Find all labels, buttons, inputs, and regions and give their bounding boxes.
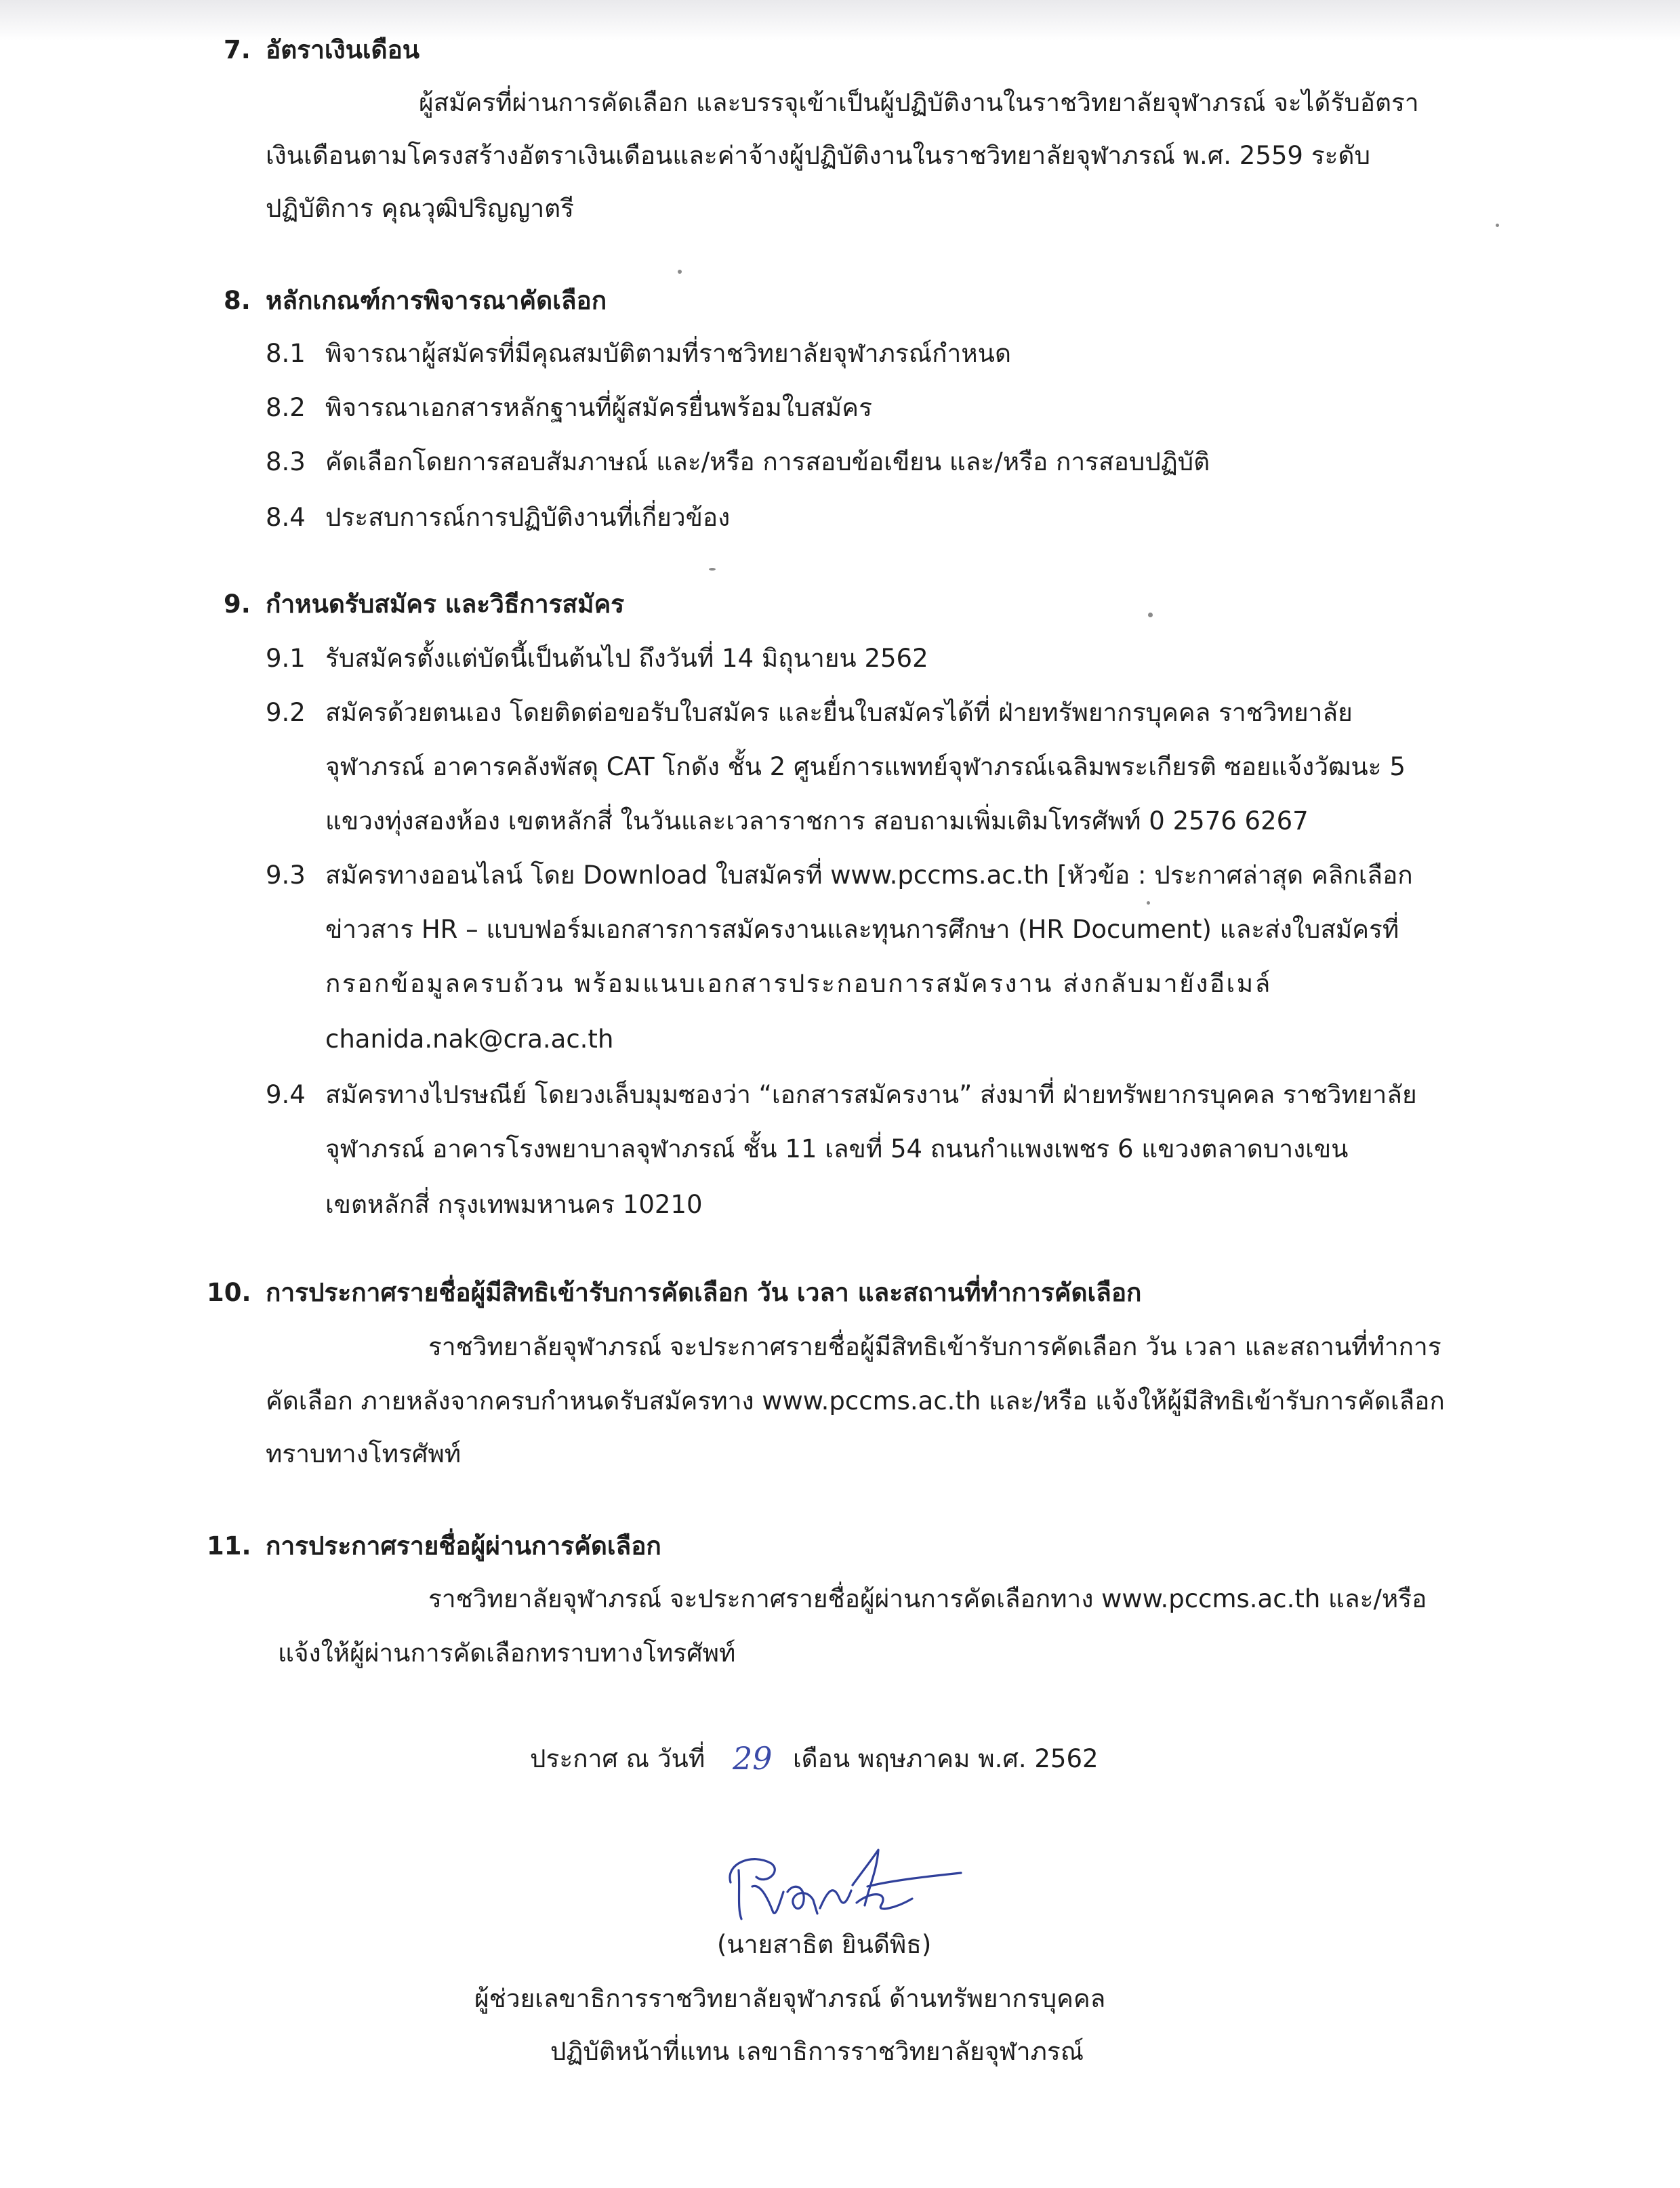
signatory-position-1: ผู้ช่วยเลขาธิการราชวิทยาลัยจุฬาภรณ์ ด้านทรัพยากรบุคคล: [474, 1984, 1106, 2013]
section-10-line-1: ราชวิทยาลัยจุฬาภรณ์ จะประกาศรายชื่อผู้มีสิทธิเข้ารับการคัดเลือก วัน เวลา และสถานที่ทำการ: [428, 1332, 1441, 1361]
item-8-1-number: 8.1: [266, 339, 306, 368]
item-9-4-line-1: สมัครทางไปรษณีย์ โดยวงเล็บมุมซองว่า “เอกสารสมัครงาน” ส่งมาที่ ฝ่ายทรัพยากรบุคคล ราชวิทยาลัย: [325, 1080, 1417, 1109]
item-9-3-line-4: chanida.nak@cra.ac.th: [325, 1025, 614, 1054]
item-8-3-number: 8.3: [266, 447, 306, 476]
section-7-line-1: ผู้สมัครที่ผ่านการคัดเลือก และบรรจุเข้าเป็นผู้ปฏิบัติงานในราชวิทยาลัยจุฬาภรณ์ จะได้รับอัตรา: [419, 88, 1419, 117]
item-9-4-line-3: เขตหลักสี่ กรุงเทพมหานคร 10210: [325, 1190, 703, 1219]
announcement-month-year: เดือน พฤษภาคม พ.ศ. 2562: [793, 1744, 1099, 1773]
section-11-number: 11.: [207, 1531, 251, 1561]
section-8-heading: หลักเกณฑ์การพิจารณาคัดเลือก: [266, 286, 607, 315]
item-9-2-number: 9.2: [266, 698, 306, 727]
scan-shadow: [0, 0, 1680, 41]
section-7-number: 7.: [224, 35, 251, 64]
item-9-1-line-1: รับสมัครตั้งแต่บัดนี้เป็นต้นไป ถึงวันที่ 14 มิถุนายน 2562: [325, 644, 928, 673]
section-9-number: 9.: [224, 590, 251, 619]
section-10-heading: การประกาศรายชื่อผู้มีสิทธิเข้ารับการคัดเลือก วัน เวลา และสถานที่ทำการคัดเลือก: [266, 1278, 1142, 1307]
signatory-position-2: ปฏิบัติหน้าที่แทน เลขาธิการราชวิทยาลัยจุฬาภรณ์: [550, 2037, 1084, 2066]
announcement-prefix: ประกาศ ณ วันที่: [530, 1744, 705, 1773]
item-9-3-number: 9.3: [266, 861, 306, 890]
item-8-4-number: 8.4: [266, 503, 306, 532]
item-9-4-line-2: จุฬาภรณ์ อาคารโรงพยาบาลจุฬาภรณ์ ชั้น 11 เลขที่ 54 ถนนกำแพงเพชร 6 แขวงตลาดบางเขน: [325, 1134, 1349, 1163]
section-7-line-3: ปฏิบัติการ คุณวุฒิปริญญาตรี: [266, 194, 575, 223]
signatory-name: (นายสาธิต ยินดีพิธ): [717, 1930, 932, 1959]
section-10-line-2: คัดเลือก ภายหลังจากครบกำหนดรับสมัครทาง www.pccms.ac.th และ/หรือ แจ้งให้ผู้มีสิทธิเข้ารับการคัดเลือก: [266, 1386, 1445, 1416]
item-9-1-number: 9.1: [266, 644, 306, 673]
handwritten-day: 29: [733, 1740, 773, 1777]
section-11-line-2: แจ้งให้ผู้ผ่านการคัดเลือกทราบทางโทรศัพท์: [278, 1638, 736, 1668]
section-11-line-1: ราชวิทยาลัยจุฬาภรณ์ จะประกาศรายชื่อผู้ผ่านการคัดเลือกทาง www.pccms.ac.th และ/หรือ: [428, 1584, 1427, 1613]
item-9-3-line-3: กรอกข้อมูลครบถ้วน พร้อมแนบเอกสารประกอบการสมัครงาน ส่งกลับมายังอีเมล์: [325, 969, 1272, 998]
item-8-3-text: คัดเลือกโดยการสอบสัมภาษณ์ และ/หรือ การสอบข้อเขียน และ/หรือ การสอบปฏิบัติ: [325, 447, 1210, 476]
scan-speck: [1496, 224, 1499, 227]
item-9-2-line-1: สมัครด้วยตนเอง โดยติดต่อขอรับใบสมัคร และยื่นใบสมัครได้ที่ ฝ่ายทรัพยากรบุคคล ราชวิทยาลัย: [325, 698, 1353, 727]
item-8-2-number: 8.2: [266, 393, 306, 422]
scan-speck: [678, 270, 682, 274]
item-9-3-line-2: ข่าวสาร HR – แบบฟอร์มเอกสารการสมัครงานและทุนการศึกษา (HR Document) และส่งใบสมัครที่: [325, 915, 1399, 944]
section-10-line-3: ทราบทางโทรศัพท์: [266, 1439, 462, 1468]
scan-speck: [709, 568, 716, 571]
scan-speck: [1147, 901, 1150, 905]
item-9-2-line-2: จุฬาภรณ์ อาคารคลังพัสดุ CAT โกดัง ชั้น 2 ศูนย์การแพทย์จุฬาภรณ์เฉลิมพระเกียรติ ซอยแจ้งวัฒนะ 5: [325, 752, 1406, 781]
section-10-number: 10.: [207, 1278, 251, 1307]
item-9-2-line-3: แขวงทุ่งสองห้อง เขตหลักสี่ ในวันและเวลาราชการ สอบถามเพิ่มเติมโทรศัพท์ 0 2576 6267: [325, 806, 1309, 835]
item-8-1-text: พิจารณาผู้สมัครที่มีคุณสมบัติตามที่ราชวิทยาลัยจุฬาภรณ์กำหนด: [325, 339, 1011, 368]
section-11-heading: การประกาศรายชื่อผู้ผ่านการคัดเลือก: [266, 1531, 661, 1561]
item-8-4-text: ประสบการณ์การปฏิบัติงานที่เกี่ยวข้อง: [325, 503, 731, 532]
section-9-heading: กำหนดรับสมัคร และวิธีการสมัคร: [266, 590, 625, 619]
signature-image: [712, 1843, 969, 1931]
item-8-2-text: พิจารณาเอกสารหลักฐานที่ผู้สมัครยื่นพร้อมใบสมัคร: [325, 393, 872, 422]
section-7-heading: อัตราเงินเดือน: [266, 35, 420, 64]
section-8-number: 8.: [224, 286, 251, 315]
item-9-3-line-1: สมัครทางออนไลน์ โดย Download ใบสมัครที่ www.pccms.ac.th [หัวข้อ : ประกาศล่าสุด คลิกเลือก: [325, 861, 1413, 890]
section-7-line-2: เงินเดือนตามโครงสร้างอัตราเงินเดือนและค่าจ้างผู้ปฏิบัติงานในราชวิทยาลัยจุฬาภรณ์ พ.ศ. 2559 ระดับ: [266, 141, 1370, 170]
scan-speck: [1148, 613, 1153, 617]
item-9-4-number: 9.4: [266, 1080, 306, 1109]
